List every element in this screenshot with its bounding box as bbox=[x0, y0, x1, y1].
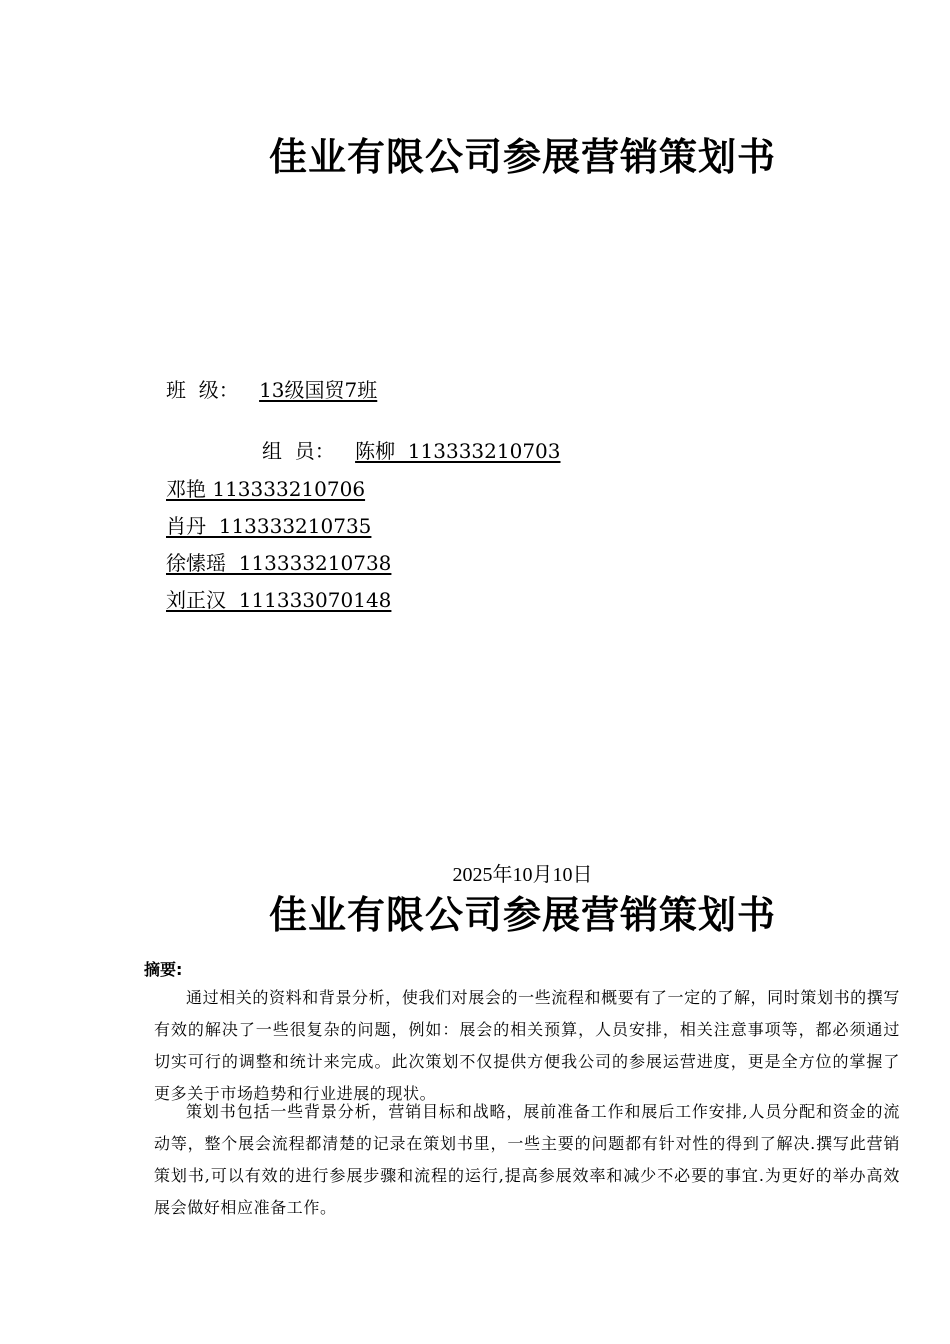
member-name: 邓艳 113333210706 bbox=[166, 477, 366, 501]
cover-date: 2025年10月10日 bbox=[452, 864, 593, 886]
class-value: 13级国贸7班 bbox=[259, 378, 378, 402]
abstract-paragraph: 通过相关的资料和背景分析，使我们对展会的一些流程和概要有了一定的了解，同时策划书的撰写有效的解决了一些很复杂的问题，例如：展会的相关预算，人员安排，相关注意事项等，都必须通过切实可行的调整和统计来完成。此次策划不仅提供方便我公司的参展运营进度，更是全方位的掌握了更多关于市场趋势和行业进展的现状。 bbox=[154, 988, 900, 1103]
class-row bbox=[166, 374, 377, 403]
member-name: 肖丹 113333210735 bbox=[166, 514, 372, 538]
abstract-label: 摘要: bbox=[144, 960, 183, 979]
abstract-paragraph: 策划书包括一些背景分析，营销目标和战略，展前准备工作和展后工作安排,人员分配和资金的流动等，整个展会流程都清楚的记录在策划书里，一些主要的问题都有针对性的得到了解决.撰写此营销策划书,可以有效的进行参展步骤和流程的运行,提高参展效率和减少不必要的事宜.为更好的举办高效展会做好相应准备工作。 bbox=[154, 1102, 900, 1217]
class-label: 班 级： bbox=[166, 378, 239, 402]
member-name: 陈柳 113333210703 bbox=[355, 439, 561, 463]
cover-title: 佳业有限公司参展营销策划书 bbox=[268, 135, 776, 179]
members-label: 组 员： bbox=[262, 439, 335, 463]
member-name: 刘正汉 111333070148 bbox=[166, 588, 392, 612]
member-name: 徐愫瑶 113333210738 bbox=[166, 551, 392, 575]
members-row bbox=[262, 435, 561, 464]
document-title: 佳业有限公司参展营销策划书 bbox=[268, 893, 776, 937]
